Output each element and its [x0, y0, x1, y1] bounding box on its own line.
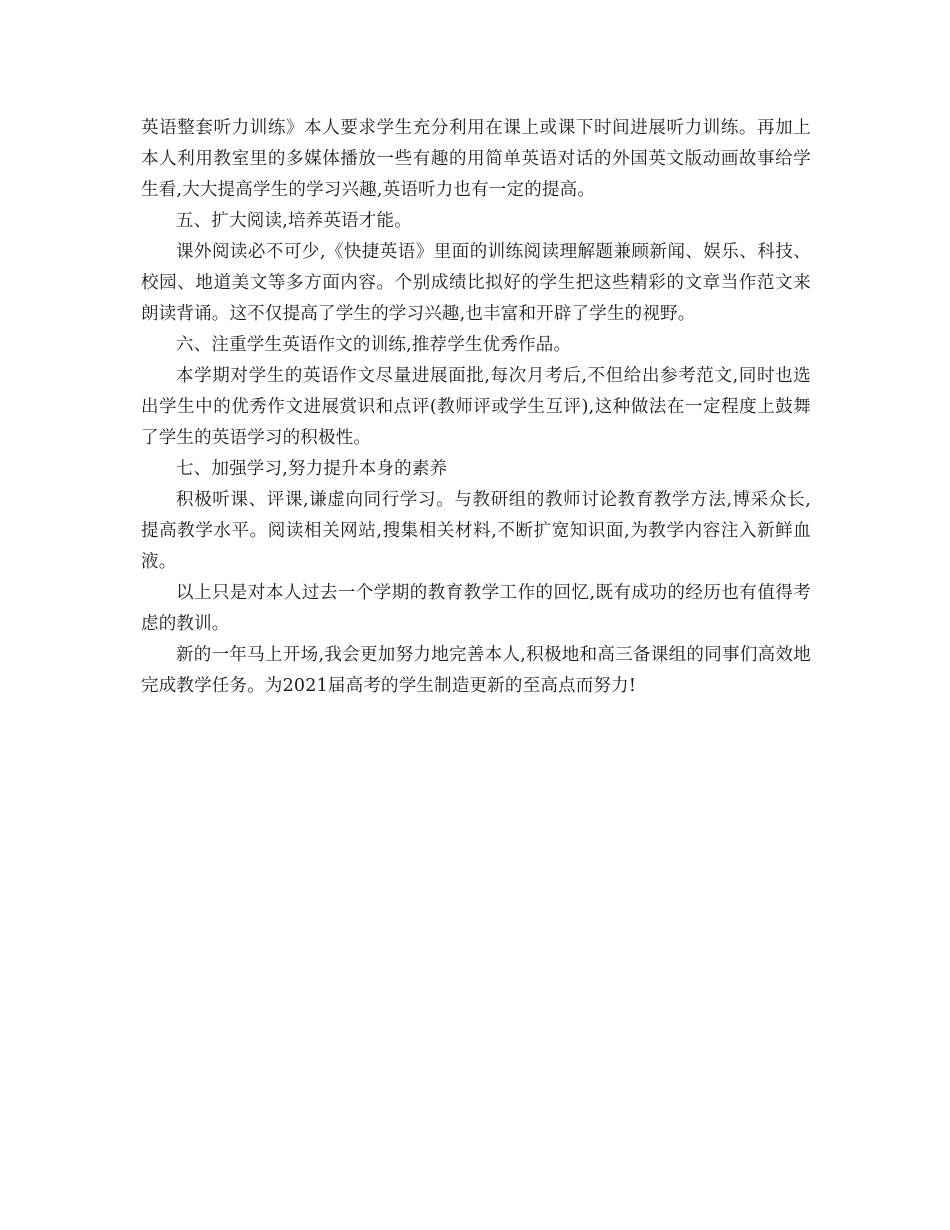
heading-writing-training: 六、注重学生英语作文的训练,推荐学生优秀作品。 — [176, 335, 572, 355]
paragraph-listening-training: 英语整套听力训练》本人要求学生充分利用在课上或课下时间进展听力训练。再加上本人利用教室里的多媒体播放一些有趣的用简单英语对话的外国英文版动画故事给学生看,大大提高学生的学习兴趣,英语听力也有一定的提高。 — [141, 118, 811, 200]
heading-expand-reading: 五、扩大阅读,培养英语才能。 — [176, 211, 412, 231]
heading-self-improvement: 七、加强学习,努力提升本身的素养 — [176, 459, 448, 479]
paragraph-new-year-goal: 新的一年马上开场,我会更加努力地完善本人,积极地和高三备课组的同事们高效地完成教学任务。为2021届高考的学生制造更新的至高点而努力! — [141, 645, 811, 696]
paragraph-extracurricular-reading: 课外阅读必不可少,《快捷英语》里面的训练阅读理解题兼顾新闻、娱乐、科技、校园、地道美文等多方面内容。个别成绩比拟好的学生把这些精彩的文章当作范文来朗读背诵。这不仅提高了学生的学习兴趣,也丰富和开辟了学生的视野。 — [141, 242, 811, 324]
paragraph-peer-learning: 积极听课、评课,谦虚向同行学习。与教研组的教师讨论教育教学方法,博采众长,提高教学水平。阅读相关网站,搜集相关材料,不断扩宽知识面,为教学内容注入新鲜血液。 — [141, 490, 811, 572]
paragraph-writing-review: 本学期对学生的英语作文尽量进展面批,每次月考后,不但给出参考范文,同时也选出学生中的优秀作文进展赏识和点评(教师评或学生互评),这种做法在一定程度上鼓舞了学生的英语学习的积极性。 — [141, 366, 811, 448]
paragraph-reflection: 以上只是对本人过去一个学期的教育教学工作的回忆,既有成功的经历也有值得考虑的教训。 — [141, 583, 811, 634]
document-body — [141, 113, 811, 702]
